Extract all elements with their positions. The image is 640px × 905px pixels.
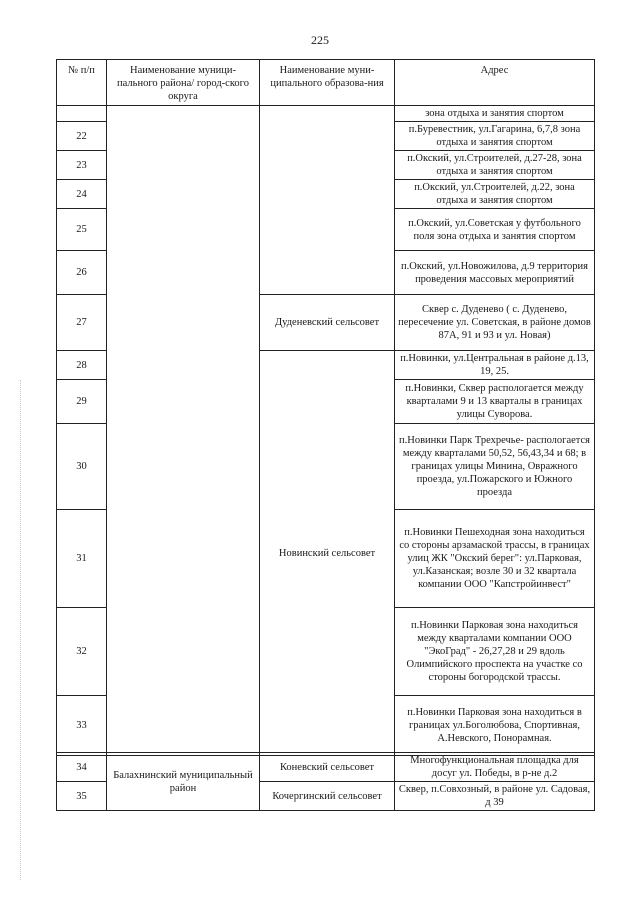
row-num xyxy=(57,106,107,122)
scan-margin-line xyxy=(20,380,22,880)
address-cell: Многофункциональная площадка для досуг ул. Победы, в р-не д.2 xyxy=(395,753,595,782)
formation-cell: Коневский сельсовет xyxy=(260,753,395,782)
formation-cell-empty xyxy=(260,106,395,295)
header-formation: Наименование муни-ципального образова-ния xyxy=(260,60,395,106)
address-cell: п.Окский, ул.Советская у футбольного поля зона отдыха и занятия спортом xyxy=(395,209,595,251)
formation-cell: Новинский сельсовет xyxy=(260,351,395,756)
page-number: 225 xyxy=(311,33,329,47)
address-cell: п.Окский, ул.Строителей, д.27-28, зона отдыха и занятия спортом xyxy=(395,151,595,180)
row-num: 26 xyxy=(57,251,107,295)
row-num: 31 xyxy=(57,510,107,608)
row-num: 22 xyxy=(57,122,107,151)
address-cell: Сквер, п.Совхозный, в районе ул. Садовая, д 39 xyxy=(395,782,595,811)
address-cell: п.Новинки, Сквер распологается между кварталами 9 и 13 кварталы в границах улицы Суворова. xyxy=(395,380,595,424)
address-cell: п.Окский, ул.Строителей, д.22, зона отдыха и занятия спортом xyxy=(395,180,595,209)
address-cell: зона отдыха и занятия спортом xyxy=(395,106,595,122)
header-district: Наименование муници-пального района/ город-ского округа xyxy=(107,60,260,106)
formation-cell: Кочергинский сельсовет xyxy=(260,782,395,811)
row-num: 32 xyxy=(57,608,107,696)
table-row xyxy=(57,753,595,782)
header-num: № п/п xyxy=(57,60,107,106)
address-cell: Сквер с. Дуденево ( с. Дуденево, пересечение ул. Советская, в районе домов 87А, 91 и 93 и ул. Новая) xyxy=(395,295,595,351)
header-row xyxy=(57,60,595,106)
address-cell: п.Новинки Пешеходная зона находиться со стороны арзамаской трассы, в границах улиц ЖК "Окский берег": ул.Парковая, ул.Казанская; возле 30 и 32 квартала компании ООО "Капстройинвест" xyxy=(395,510,595,608)
register-table xyxy=(56,59,595,756)
register-table-continued xyxy=(56,752,595,811)
address-cell: п.Новинки Парковая зона находиться между кварталами компании ООО "ЭкоГрад" - 26,27,28 и 29 вдоль Олимпийского проспекта на участке со стороны богородской трассы. xyxy=(395,608,595,696)
row-num: 28 xyxy=(57,351,107,380)
row-num: 34 xyxy=(57,753,107,782)
row-num: 35 xyxy=(57,782,107,811)
header-address: Адрес xyxy=(395,60,595,106)
row-num: 33 xyxy=(57,696,107,756)
row-num: 30 xyxy=(57,424,107,510)
address-cell: п.Новинки, ул.Центральная в районе д.13, 19, 25. xyxy=(395,351,595,380)
address-cell: п.Новинки Парковая зона находиться в границах ул.Боголюбова, Спортивная, А.Невского, Понорамная. xyxy=(395,696,595,756)
row-num: 27 xyxy=(57,295,107,351)
table-row xyxy=(57,106,595,122)
row-num: 24 xyxy=(57,180,107,209)
district-cell: Балахнинский муниципальный район xyxy=(107,753,260,811)
row-num: 29 xyxy=(57,380,107,424)
district-cell-empty xyxy=(107,106,260,756)
address-cell: п.Новинки Парк Трехречье- распологается между кварталами 50,52, 56,43,34 и 68; в границах улицы Минина, Овражного проезда, ул.Пожарского и Южного проезда xyxy=(395,424,595,510)
row-num: 25 xyxy=(57,209,107,251)
address-cell: п.Буревестник, ул.Гагарина, 6,7,8 зона отдыха и занятия спортом xyxy=(395,122,595,151)
formation-cell: Дуденевский сельсовет xyxy=(260,295,395,351)
row-num: 23 xyxy=(57,151,107,180)
address-cell: п.Окский, ул.Новожилова, д.9 территория проведения массовых мероприятий xyxy=(395,251,595,295)
